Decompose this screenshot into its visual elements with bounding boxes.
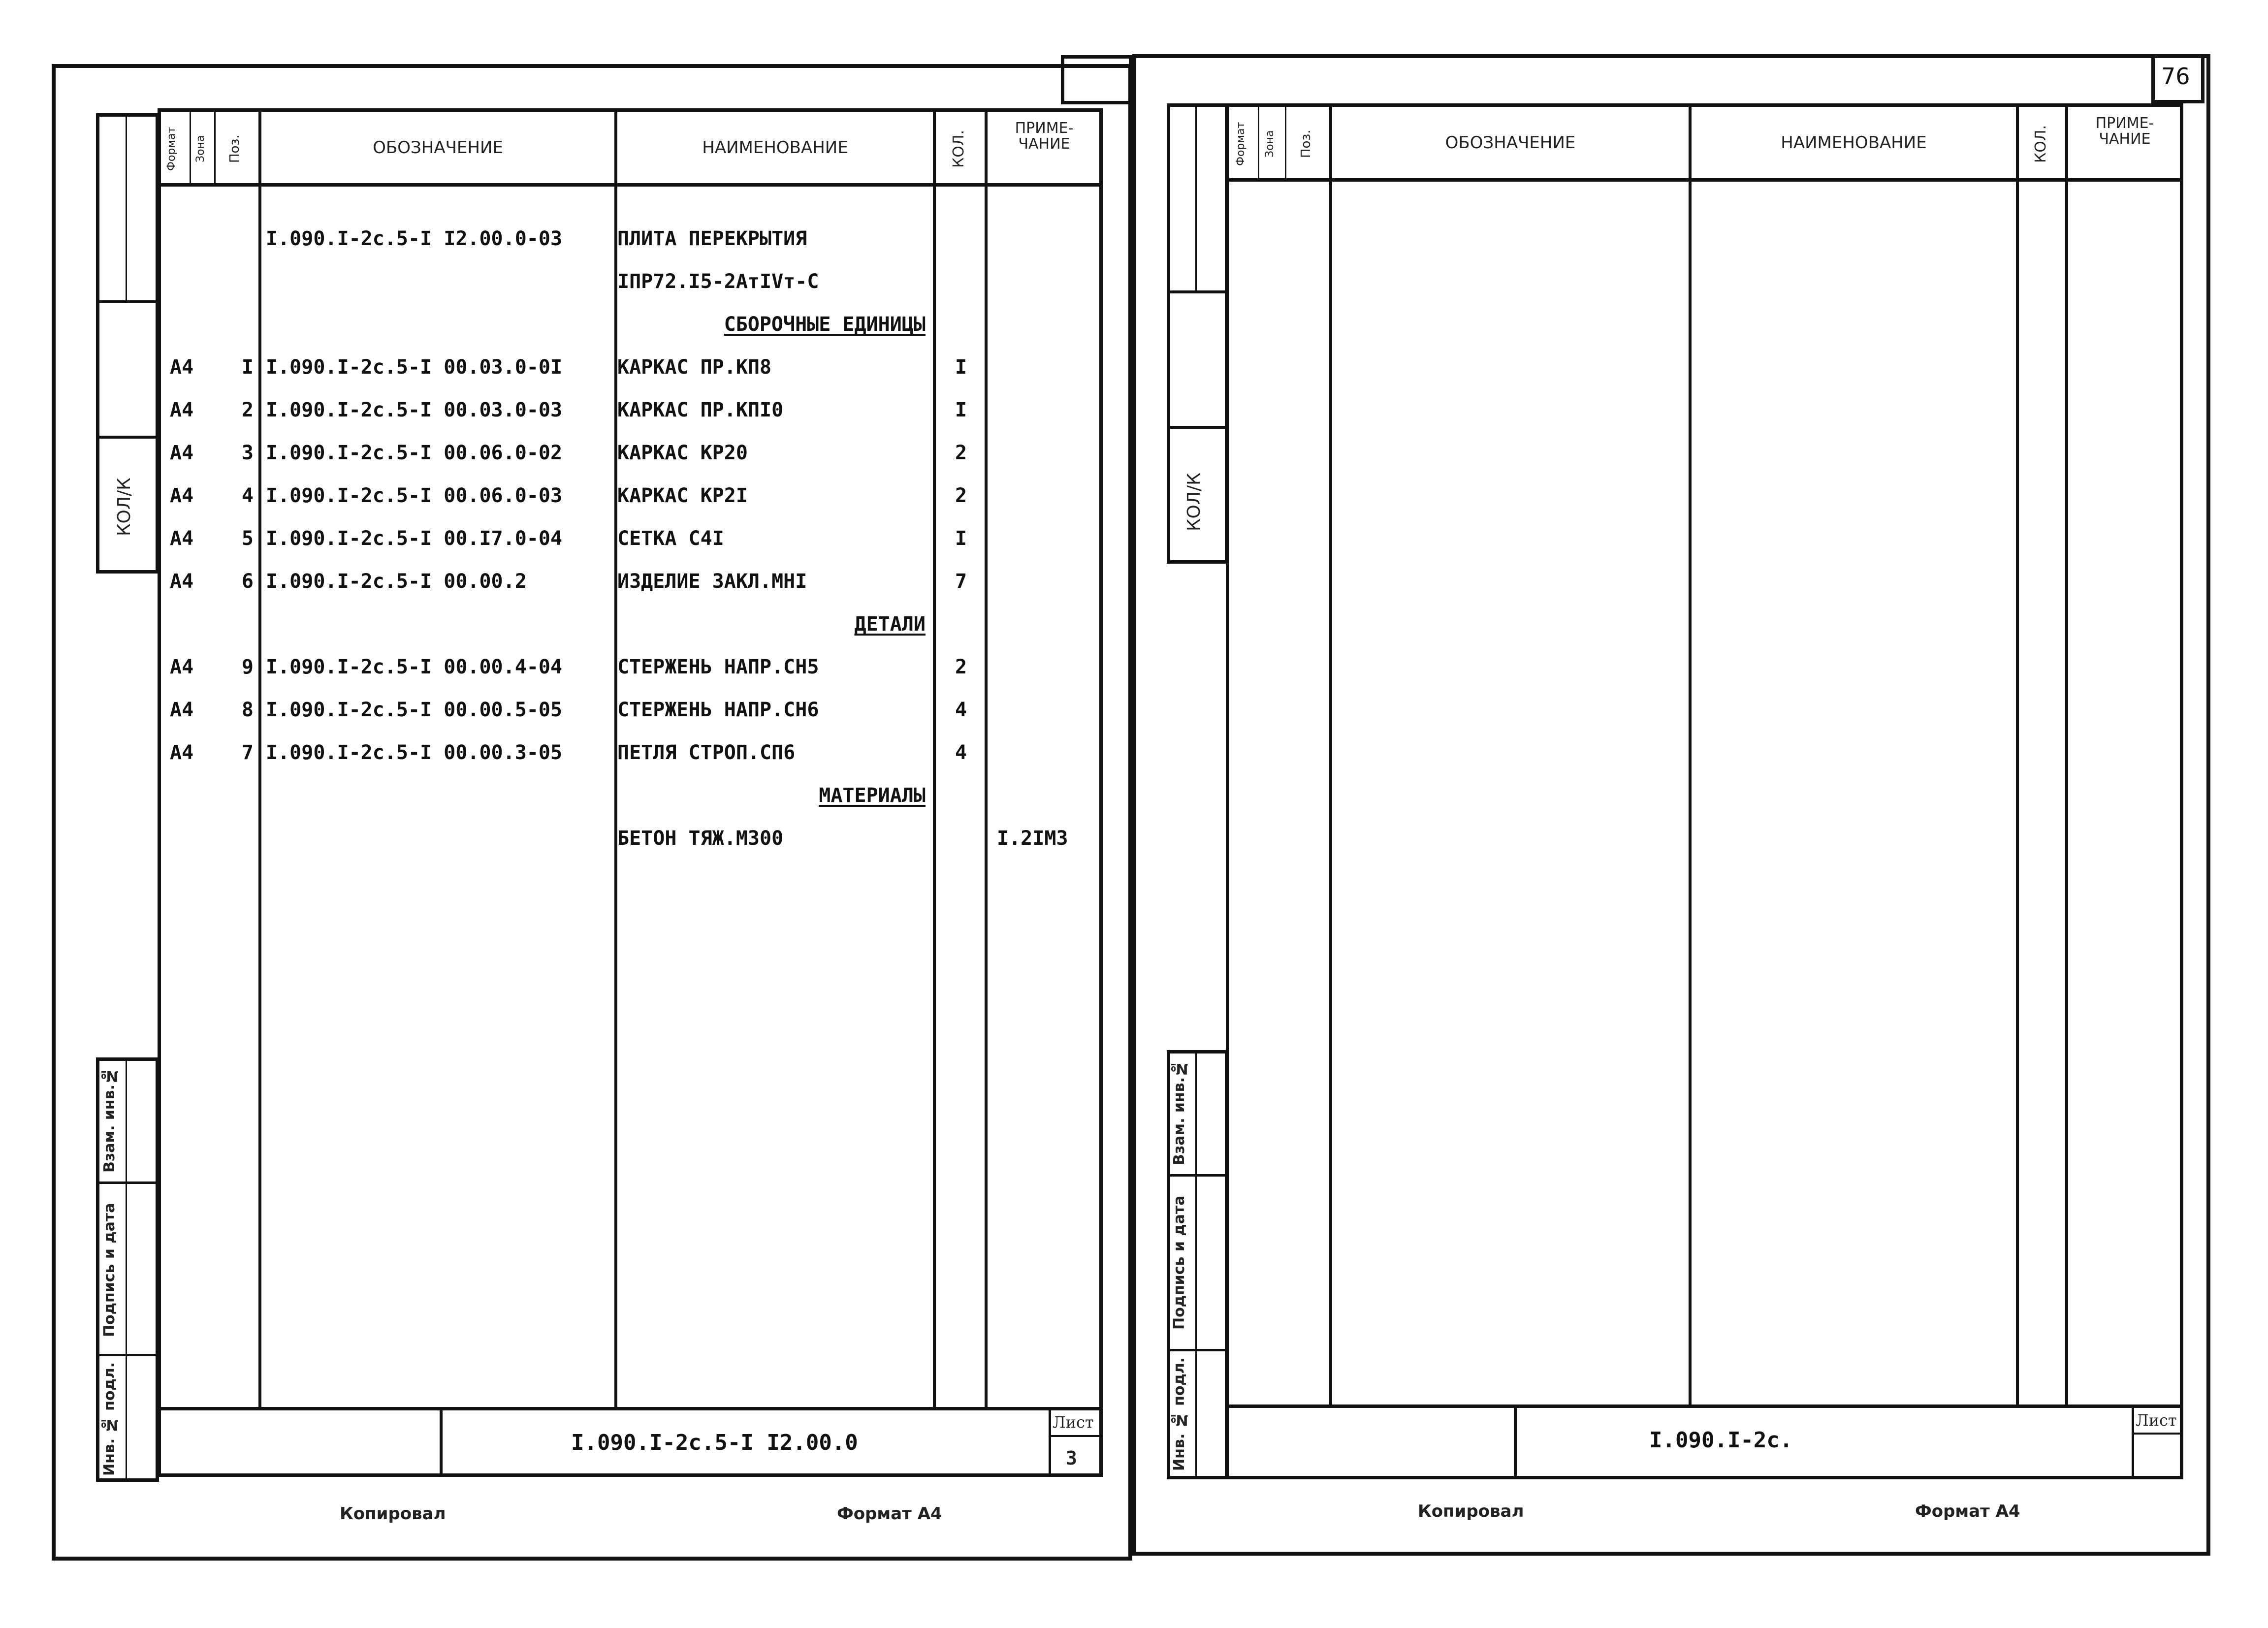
right-header-note: ПРИМЕ- ЧАНИЕ bbox=[2095, 115, 2154, 148]
spec-quantity: I bbox=[955, 527, 967, 550]
left-header-rule bbox=[158, 183, 1103, 187]
spec-designation: I.090.I-2c.5-I 00.I7.0-04 bbox=[266, 527, 563, 550]
left-stamp-vzam: Взам. инв.№ bbox=[101, 1067, 118, 1173]
spec-designation: I.090.I-2c.5-I 00.00.2 bbox=[266, 570, 527, 593]
spec-designation: I.090.I-2c.5-I 00.03.0-03 bbox=[266, 399, 563, 421]
spec-position: 5 bbox=[241, 527, 254, 550]
spec-name: КАРКАС КР2I bbox=[617, 484, 748, 507]
left-header-qty: КОЛ. bbox=[950, 130, 967, 168]
spec-designation: I.090.I-2c.5-I 00.00.3-05 bbox=[266, 741, 563, 764]
left-titleblock-rule bbox=[158, 1407, 1103, 1410]
spec-quantity: I bbox=[955, 399, 967, 421]
right-copied-label: Копировал bbox=[1418, 1501, 1524, 1521]
spec-name: КАРКАС ПР.КПI0 bbox=[617, 399, 784, 421]
spec-name: IПР72.I5-2АтIVт-С bbox=[617, 270, 819, 293]
right-stamp-inv: Инв. № подл. bbox=[1171, 1357, 1188, 1471]
right-header-format: Формат bbox=[1235, 122, 1247, 166]
spec-format: A4 bbox=[170, 356, 194, 379]
spec-name: ИЗДЕЛИЕ ЗАКЛ.МНI bbox=[617, 570, 807, 593]
left-header-zone: Зона bbox=[194, 135, 207, 163]
right-stamp-kolc: КОЛ/К bbox=[1184, 473, 1204, 532]
right-header-pos: Поз. bbox=[1299, 129, 1313, 159]
spec-quantity: I bbox=[955, 356, 967, 379]
spec-quantity: 2 bbox=[955, 442, 967, 464]
spec-quantity: 7 bbox=[955, 570, 967, 593]
left-header-designation: ОБОЗНАЧЕНИЕ bbox=[373, 138, 503, 158]
right-sheet-label: Лист bbox=[2136, 1411, 2177, 1430]
spec-format: A4 bbox=[170, 527, 194, 550]
spec-position: I bbox=[241, 356, 254, 379]
left-table-frame bbox=[158, 108, 1103, 1477]
spec-quantity: 2 bbox=[955, 484, 967, 507]
left-format-label: Формат А4 bbox=[837, 1504, 942, 1524]
left-copied-label: Копировал bbox=[340, 1504, 446, 1524]
spec-section-heading: МАТЕРИАЛЫ bbox=[819, 784, 926, 807]
spec-designation: I.090.I-2c.5-I 00.03.0-0I bbox=[266, 356, 563, 379]
right-table-frame bbox=[1226, 103, 2183, 1479]
left-sheet-number: 3 bbox=[1066, 1447, 1077, 1469]
spec-section-heading: СБОРОЧНЫЕ ЕДИНИЦЫ bbox=[724, 313, 926, 336]
spec-quantity: 2 bbox=[955, 656, 967, 678]
spec-designation: I.090.I-2c.5-I 00.06.0-03 bbox=[266, 484, 563, 507]
spec-name: СЕТКА С4I bbox=[617, 527, 724, 550]
spec-format: A4 bbox=[170, 570, 194, 593]
spec-designation: I.090.I-2c.5-I I2.00.0-03 bbox=[266, 227, 563, 250]
left-header-pos: Поз. bbox=[227, 134, 242, 163]
spec-position: 8 bbox=[241, 699, 254, 721]
spec-section-heading: ДЕТАЛИ bbox=[854, 613, 926, 636]
left-stamp-podpis: Подпись и дата bbox=[101, 1203, 118, 1338]
spec-name: КАРКАС ПР.КП8 bbox=[617, 356, 772, 379]
right-header-name: НАИМЕНОВАНИЕ bbox=[1781, 133, 1927, 153]
right-format-label: Формат А4 bbox=[1915, 1501, 2020, 1521]
left-header-note: ПРИМЕ- ЧАНИЕ bbox=[1015, 120, 1074, 153]
right-doc-code: I.090.I-2c. bbox=[1649, 1428, 1793, 1453]
spec-quantity: 4 bbox=[955, 699, 967, 721]
left-doc-code: I.090.I-2c.5-I I2.00.0 bbox=[571, 1430, 858, 1455]
right-header-rule bbox=[1226, 178, 2183, 182]
spec-note: I.2IМ3 bbox=[997, 827, 1068, 850]
spec-position: 4 bbox=[241, 484, 254, 507]
left-sheet-label: Лист bbox=[1053, 1413, 1094, 1432]
right-stamp-podpis: Подпись и дата bbox=[1171, 1195, 1188, 1330]
spec-format: A4 bbox=[170, 656, 194, 678]
spec-position: 7 bbox=[241, 741, 254, 764]
left-stamp-inv: Инв. № подл. bbox=[101, 1362, 118, 1476]
spec-designation: I.090.I-2c.5-I 00.00.5-05 bbox=[266, 699, 563, 721]
spec-name: ПЛИТА ПЕРЕКРЫТИЯ bbox=[617, 227, 807, 250]
spec-format: A4 bbox=[170, 399, 194, 421]
spec-name: КАРКАС КР20 bbox=[617, 442, 748, 464]
right-header-designation: ОБОЗНАЧЕНИЕ bbox=[1445, 133, 1576, 153]
spec-format: A4 bbox=[170, 741, 194, 764]
spec-name: БЕТОН ТЯЖ.М300 bbox=[617, 827, 784, 850]
left-stamp-kolc: КОЛ/К bbox=[114, 478, 134, 537]
right-header-qty: КОЛ. bbox=[2032, 125, 2049, 163]
spec-format: A4 bbox=[170, 442, 194, 464]
spec-position: 2 bbox=[241, 399, 254, 421]
spec-designation: I.090.I-2c.5-I 00.00.4-04 bbox=[266, 656, 563, 678]
spec-name: СТЕРЖЕНЬ НАПР.СН6 bbox=[617, 699, 819, 721]
spec-designation: I.090.I-2c.5-I 00.06.0-02 bbox=[266, 442, 563, 464]
left-header-format: Формат bbox=[165, 127, 178, 171]
spec-format: A4 bbox=[170, 484, 194, 507]
spec-position: 3 bbox=[241, 442, 254, 464]
left-header-name: НАИМЕНОВАНИЕ bbox=[702, 138, 848, 158]
spec-name: ПЕТЛЯ СТРОП.СП6 bbox=[617, 741, 796, 764]
spec-format: A4 bbox=[170, 699, 194, 721]
page-number: 76 bbox=[2161, 63, 2190, 90]
spec-name: СТЕРЖЕНЬ НАПР.СН5 bbox=[617, 656, 819, 678]
right-titleblock-rule bbox=[1226, 1405, 2183, 1408]
right-header-zone: Зона bbox=[1264, 130, 1276, 158]
right-stamp-vzam: Взам. инв.№ bbox=[1171, 1059, 1188, 1166]
spec-quantity: 4 bbox=[955, 741, 967, 764]
left-sheet-top-tab bbox=[1061, 55, 1132, 104]
spec-position: 6 bbox=[241, 570, 254, 593]
spec-position: 9 bbox=[241, 656, 254, 678]
